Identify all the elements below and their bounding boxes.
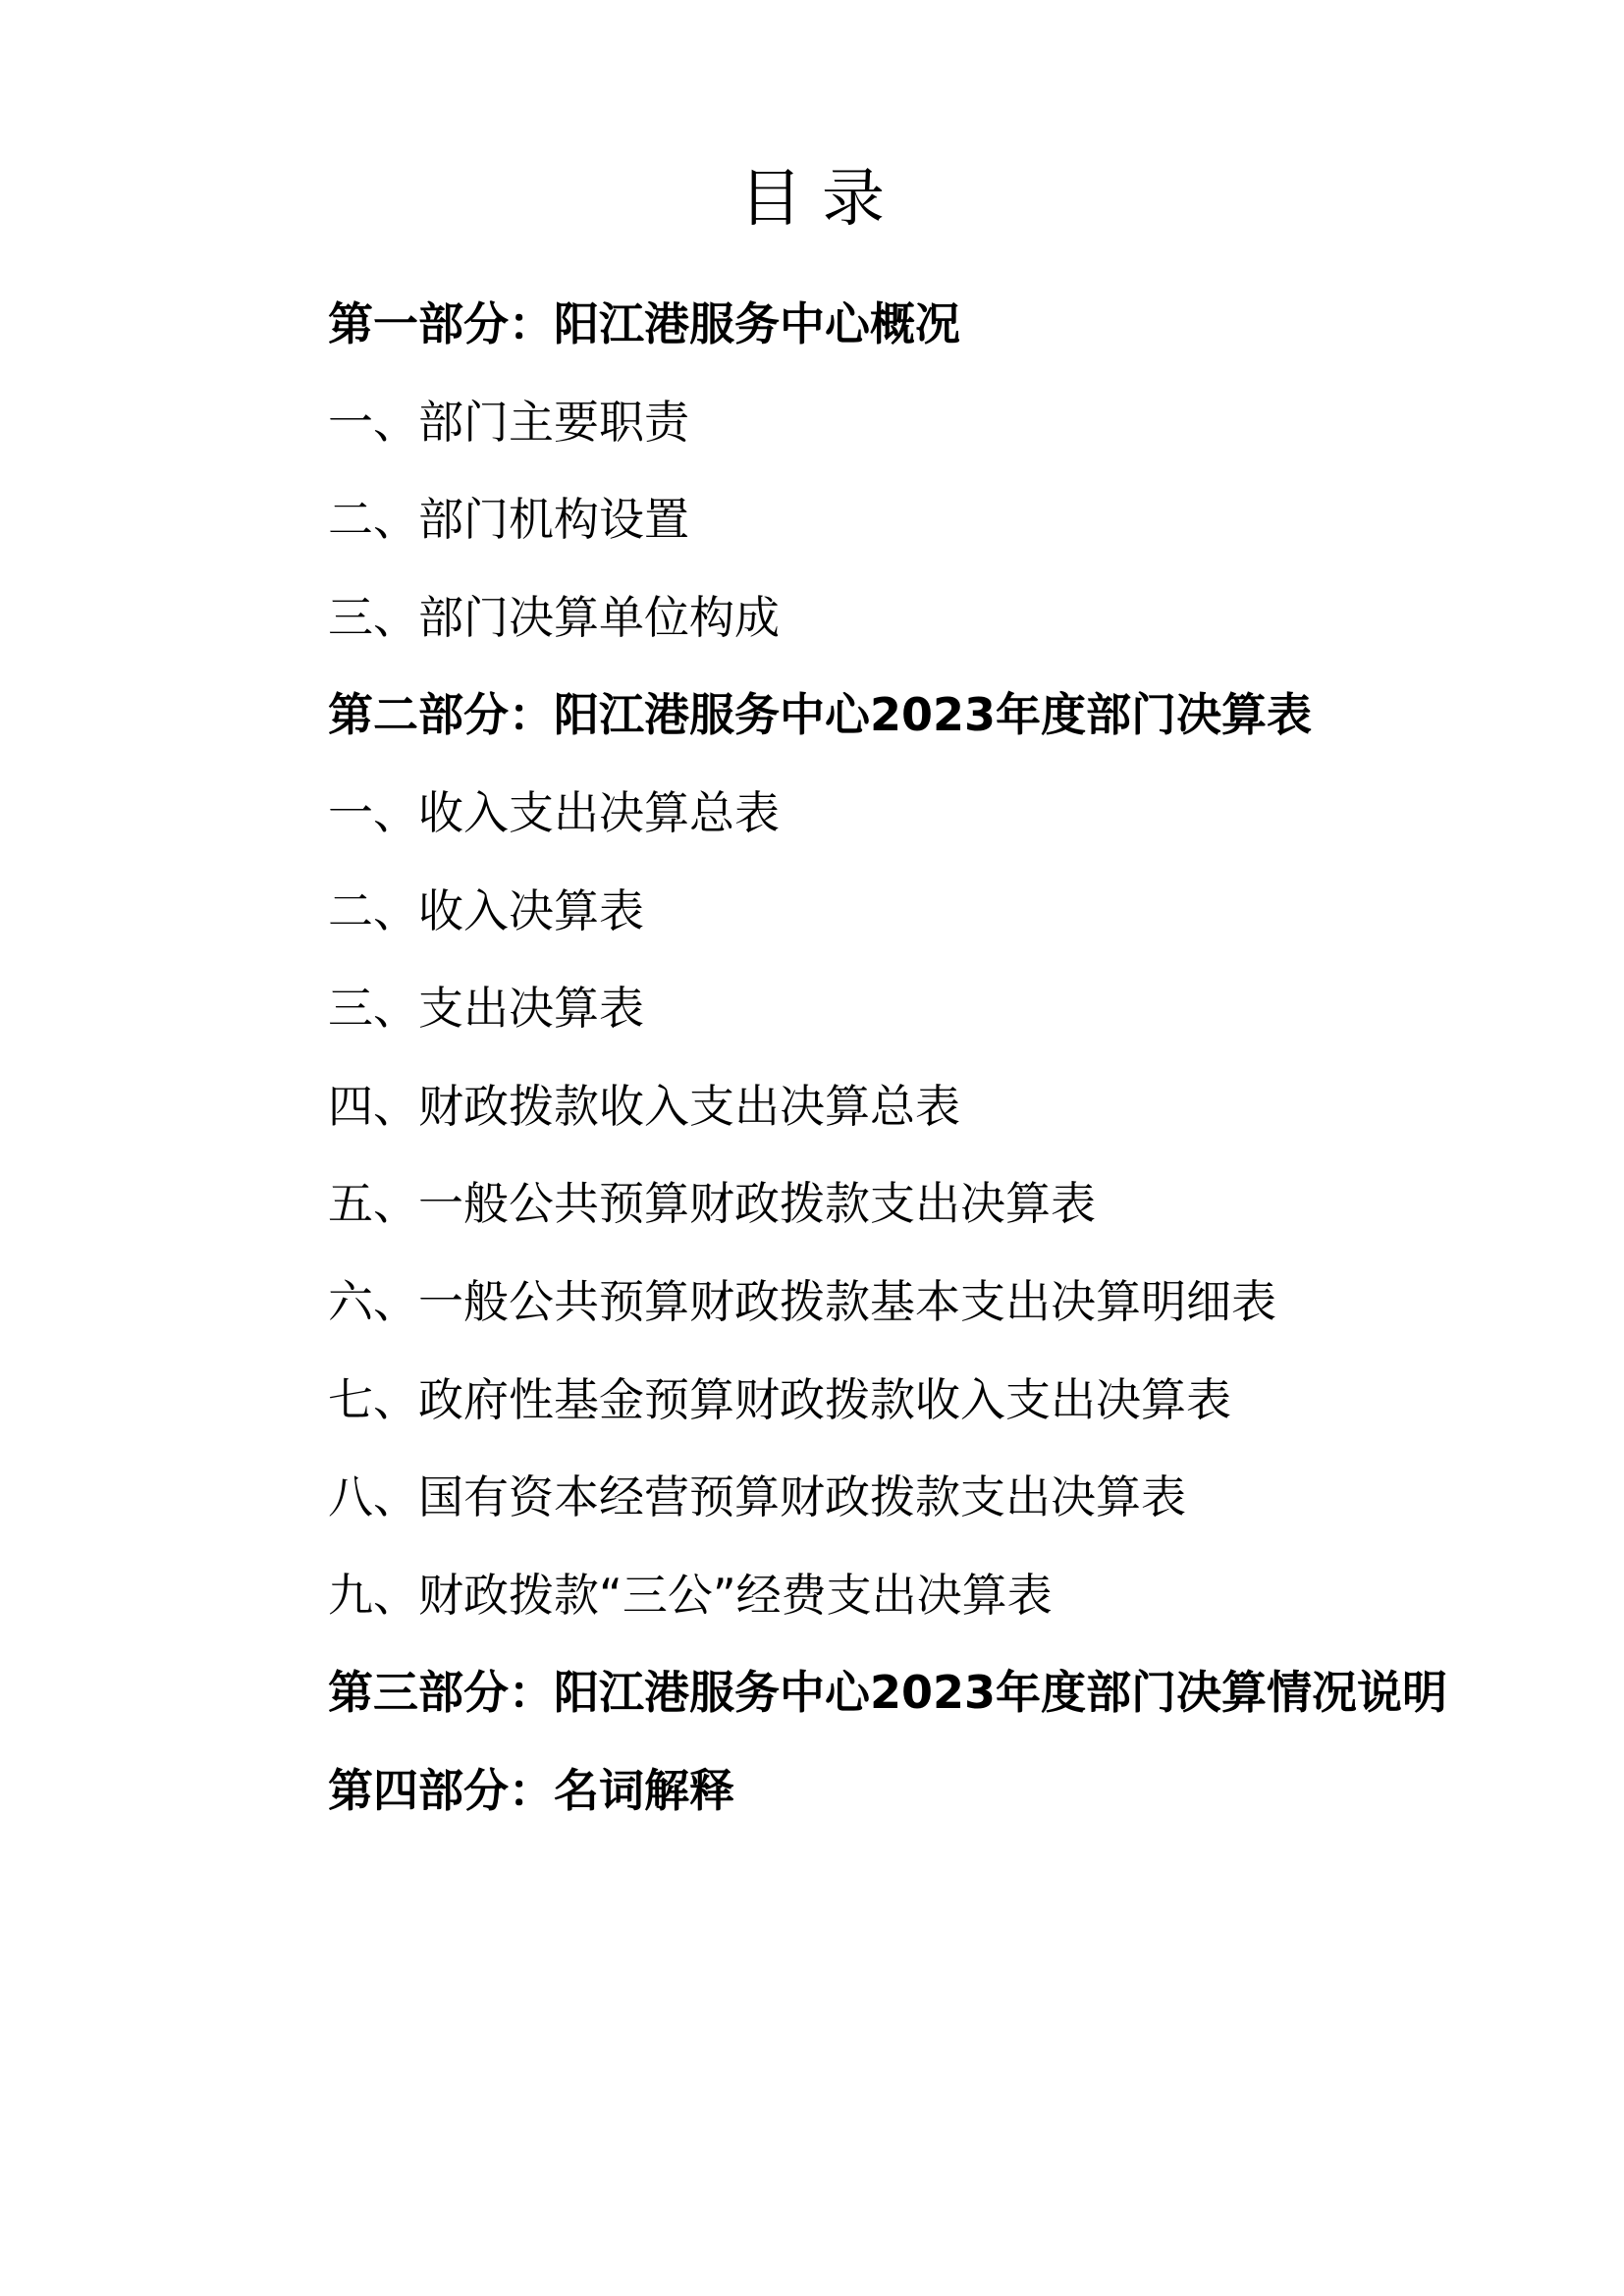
toc-part-heading: 第一部分：阳江港服务中心概况 xyxy=(328,297,960,350)
toc-entry: 五、一般公共预算财政拨款支出决算表 xyxy=(328,1177,1096,1231)
toc-entry: 七、政府性基金预算财政拨款收入支出决算表 xyxy=(328,1372,1231,1426)
toc-entry: 四、财政拨款收入支出决算总表 xyxy=(328,1079,960,1133)
toc-entry: 六、一般公共预算财政拨款基本支出决算明细表 xyxy=(328,1274,1276,1328)
toc-entry: 一、收入支出决算总表 xyxy=(328,785,780,839)
toc-entry: 二、收入决算表 xyxy=(328,883,644,937)
page-title: 目录 xyxy=(739,163,904,236)
toc-entry: 二、部门机构设置 xyxy=(328,493,689,547)
toc-part-heading: 第四部分：名词解释 xyxy=(328,1763,734,1817)
toc-entry: 九、财政拨款“三公”经费支出决算表 xyxy=(328,1568,1053,1622)
toc-part-heading: 第二部分：阳江港服务中心2023年度部门决算表 xyxy=(328,688,1313,742)
toc-part-heading: 第三部分：阳江港服务中心2023年度部门决算情况说明 xyxy=(328,1666,1448,1720)
toc-entry: 八、国有资本经营预算财政拨款支出决算表 xyxy=(328,1470,1186,1524)
toc-entry: 一、部门主要职责 xyxy=(328,395,689,449)
table-of-contents xyxy=(328,276,1447,1841)
toc-entry: 三、部门决算单位构成 xyxy=(328,590,780,644)
toc-entry: 三、支出决算表 xyxy=(328,982,644,1036)
